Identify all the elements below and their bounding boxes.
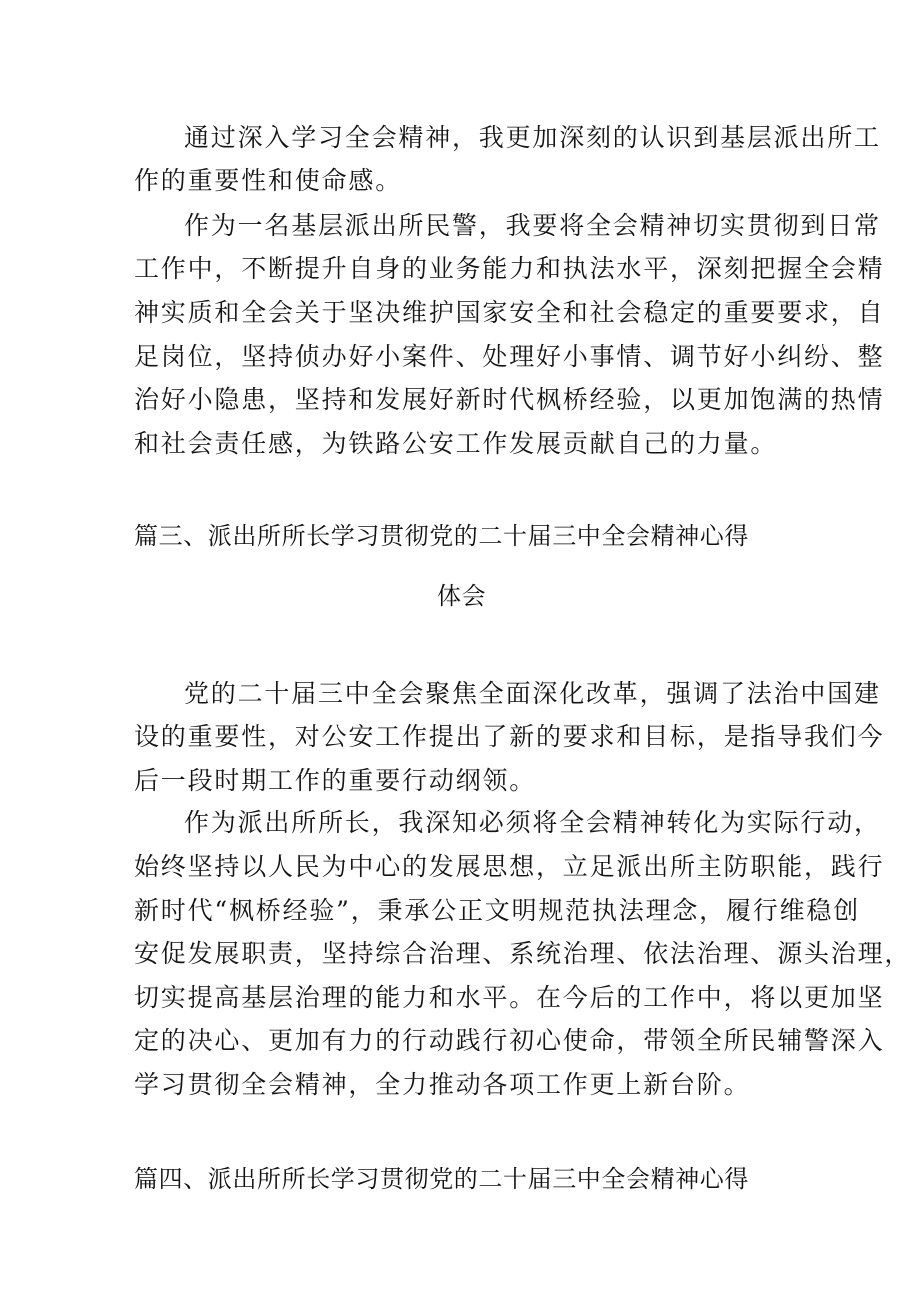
paragraph-line: 学习贯彻全会精神，全力推动各项工作更上新台阶。	[134, 1070, 751, 1099]
paragraph-line: 工作中，不断提升自身的业务能力和执法水平，深刻把握全会精	[134, 254, 885, 283]
paragraph-line: 新时代“枫桥经验”，秉承公正文明规范执法理念，履行维稳创	[134, 896, 860, 925]
paragraph-line: 定的决心、更加有力的行动践行初心使命，带领全所民辅警深入	[134, 1026, 885, 1055]
paragraph-line: 安促发展职责，坚持综合治理、系统治理、依法治理、源头治理，	[134, 939, 912, 968]
paragraph-line: 通过深入学习全会精神，我更加深刻的认识到基层派出所工	[184, 123, 881, 152]
section-heading: 篇四、派出所所长学习贯彻党的二十届三中全会精神心得	[134, 1165, 749, 1193]
paragraph-line: 后一段时期工作的重要行动纲领。	[134, 766, 537, 795]
paragraph-line: 足岗位，坚持侦办好小案件、处理好小事情、调节好小纠纷、整	[134, 342, 885, 371]
section-heading: 篇三、派出所所长学习贯彻党的二十届三中全会精神心得	[134, 522, 749, 550]
paragraph-line: 作为一名基层派出所民警，我要将全会精神切实贯彻到日常	[184, 211, 881, 240]
section-heading-continuation: 体会	[437, 582, 487, 610]
paragraph-line: 党的二十届三中全会聚焦全面深化改革，强调了法治中国建	[184, 679, 881, 708]
paragraph-line: 设的重要性，对公安工作提出了新的要求和目标，是指导我们今	[134, 722, 885, 751]
paragraph-line: 切实提高基层治理的能力和水平。在今后的工作中，将以更加坚	[134, 983, 885, 1012]
paragraph-line: 治好小隐患，坚持和发展好新时代枫桥经验，以更加饱满的热情	[134, 385, 885, 414]
paragraph-line: 始终坚持以人民为中心的发展思想，立足派出所主防职能，践行	[134, 852, 885, 881]
paragraph-line: 作的重要性和使命感。	[134, 166, 403, 195]
paragraph-line: 和社会责任感，为铁路公安工作发展贡献自己的力量。	[134, 429, 778, 458]
paragraph-line: 神实质和全会关于坚决维护国家安全和社会稳定的重要要求，自	[134, 298, 885, 327]
paragraph-line: 作为派出所所长，我深知必须将全会精神转化为实际行动，	[184, 808, 881, 837]
